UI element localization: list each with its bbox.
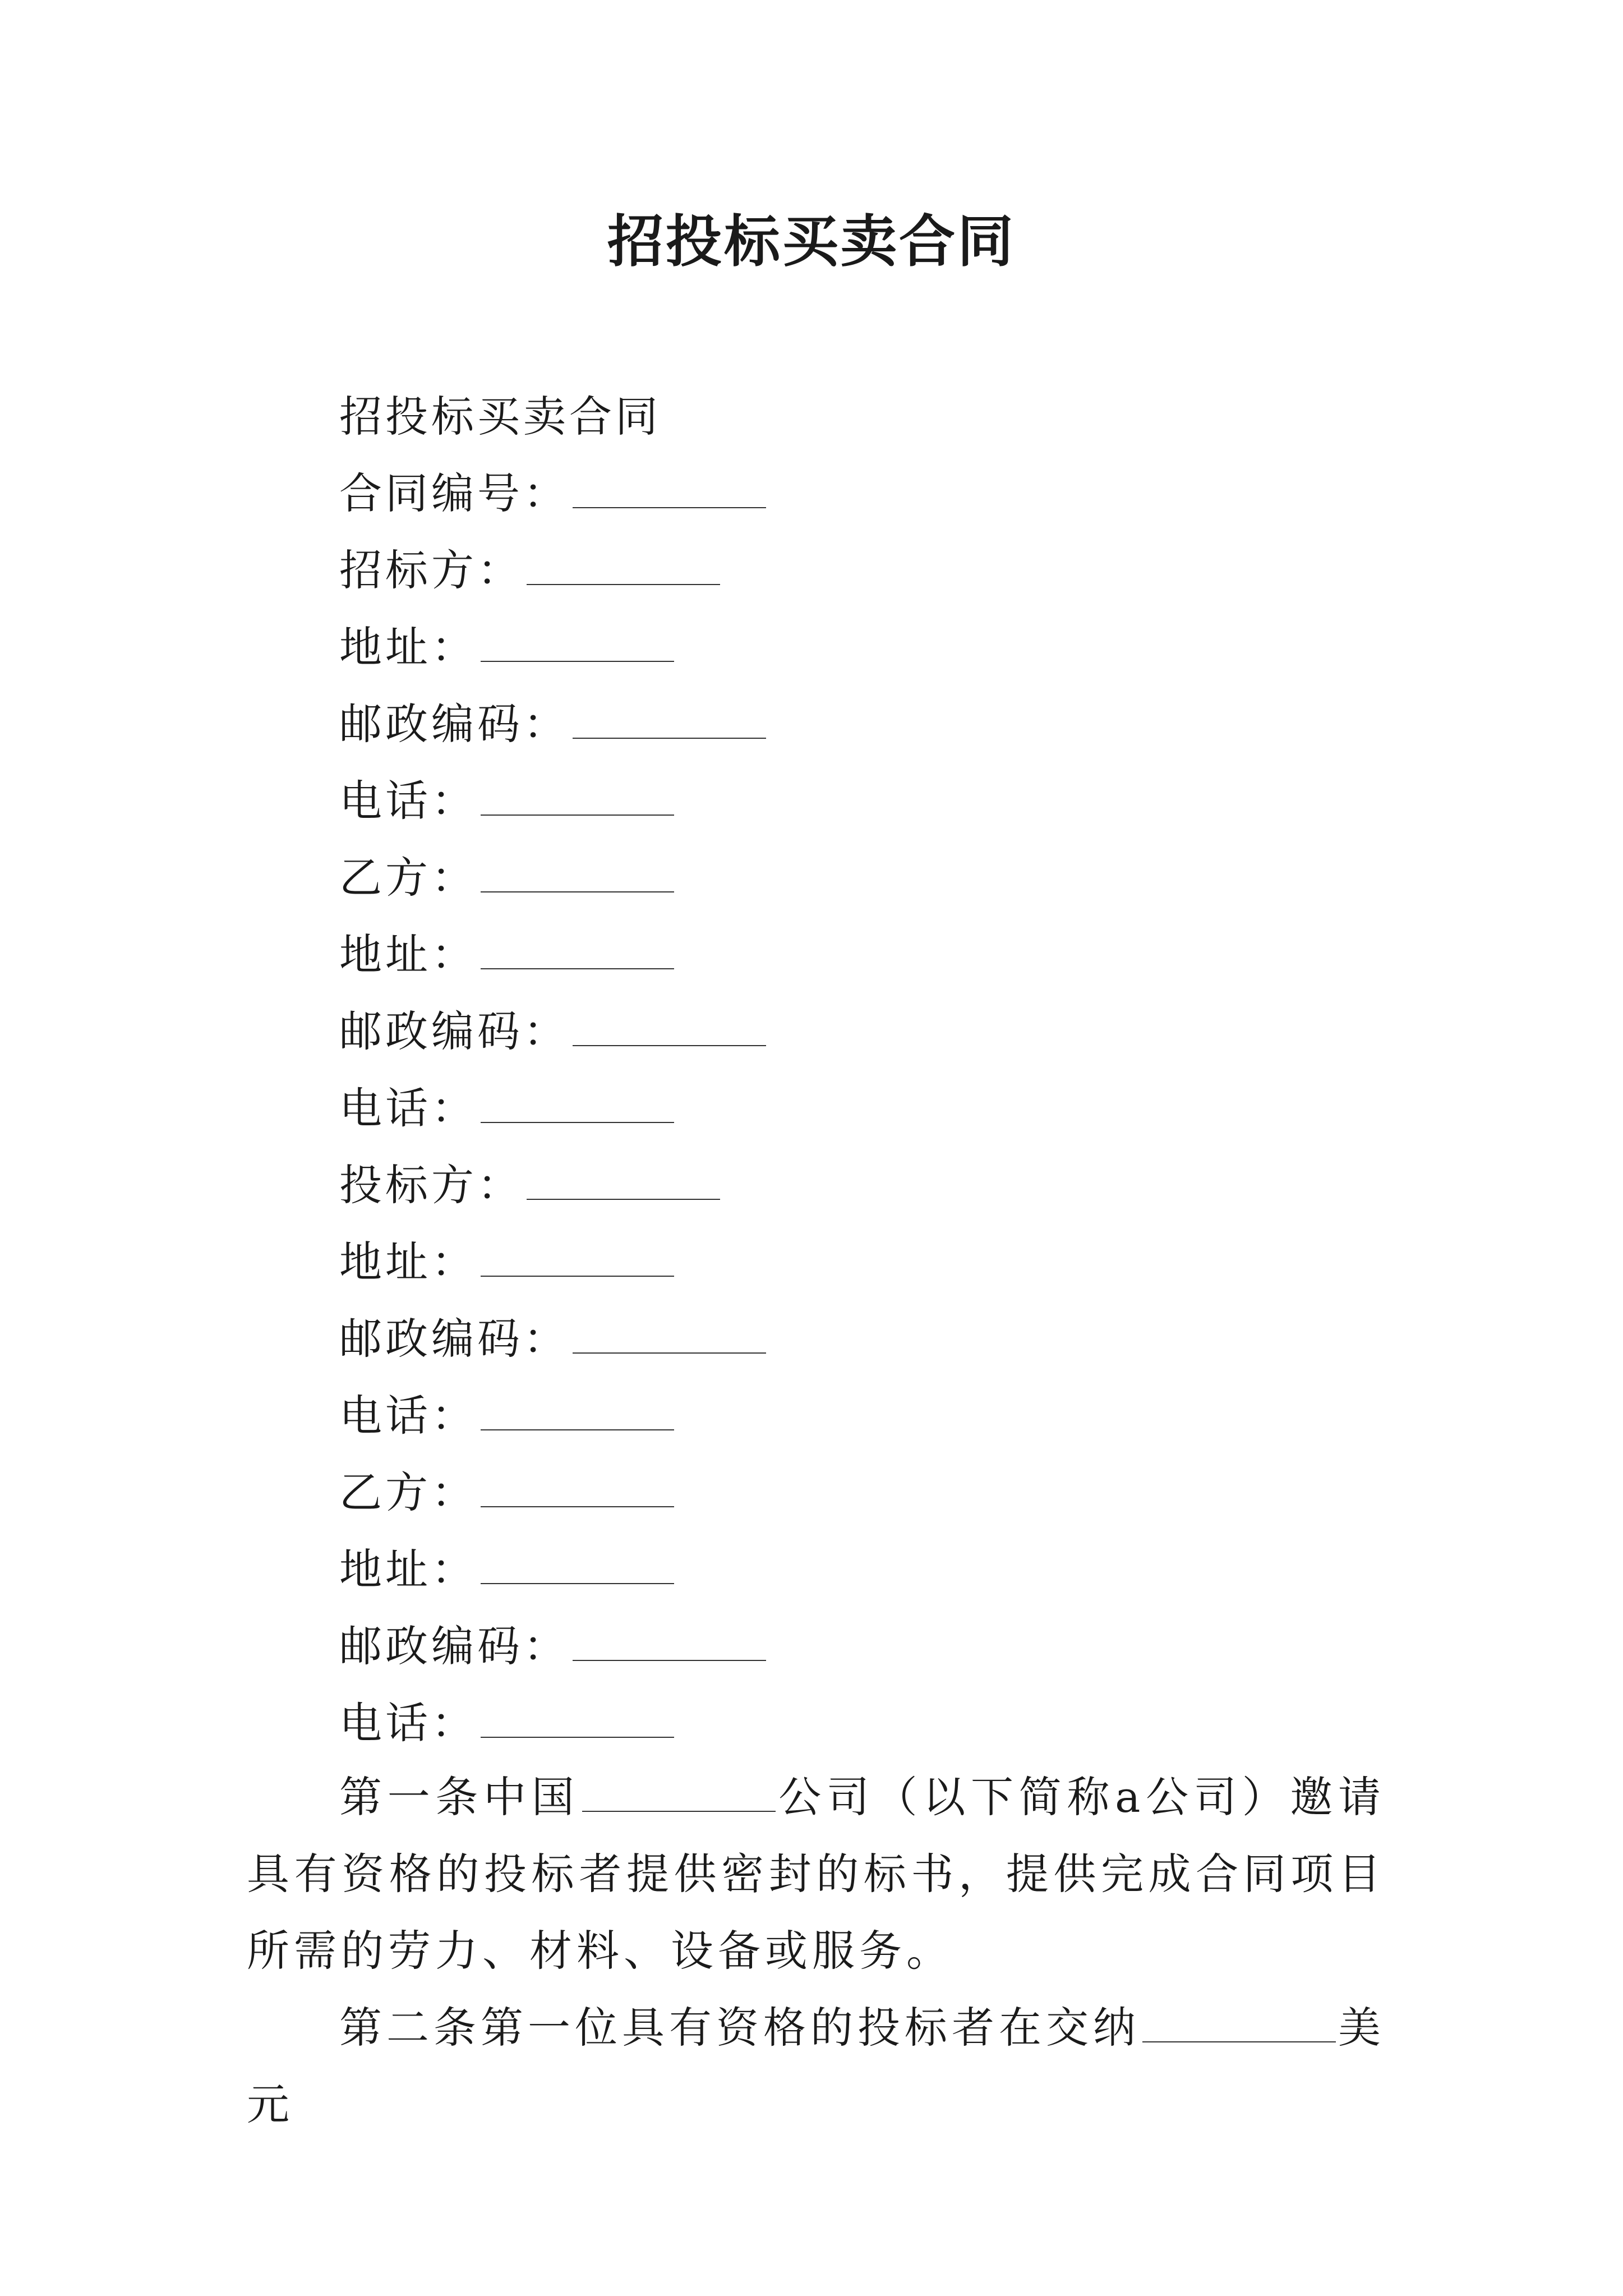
field-row — [339, 990, 766, 1066]
fill-blank — [573, 1010, 766, 1046]
field-label: 招标方： — [339, 545, 523, 595]
field-row — [339, 1066, 766, 1143]
article-1-text-after: 公司（以下简称a公司）邀请具有资格的投标者提供密封的标书，提供完成合同项目所需的劳力、材料、设备或服务。 — [247, 1772, 1386, 1976]
fill-blank — [481, 1395, 674, 1430]
field-row — [339, 1220, 766, 1297]
article-2 — [247, 1989, 1385, 2143]
fill-blank — [481, 1548, 674, 1584]
fill-blank — [481, 1241, 674, 1277]
field-label: 邮政编码： — [339, 699, 569, 749]
fill-blank — [527, 549, 720, 585]
contract-fields — [339, 375, 766, 1758]
field-row — [339, 1681, 766, 1758]
article-2-text-before: 第二条第一位具有资格的投标者在交纳 — [339, 2003, 1140, 2053]
field-label: 乙方： — [339, 1467, 477, 1517]
fill-blank — [481, 1702, 674, 1738]
field-row — [339, 913, 766, 990]
field-row — [339, 1143, 766, 1220]
field-label: 邮政编码： — [339, 1621, 569, 1671]
fill-blank — [527, 1164, 720, 1200]
article-1-text-before: 第一条中国 — [339, 1772, 580, 1822]
field-label: 电话： — [339, 1391, 477, 1441]
field-row — [339, 1527, 766, 1604]
document-title: 招投标买卖合同 — [607, 208, 1016, 274]
article-1 — [247, 1759, 1385, 1989]
fill-blank — [582, 1778, 776, 1812]
field-label: 乙方： — [339, 853, 477, 903]
fill-blank — [573, 703, 766, 739]
fill-blank — [481, 626, 674, 662]
field-label: 电话： — [339, 776, 477, 826]
field-row — [339, 605, 766, 682]
field-row — [339, 452, 766, 528]
fill-blank — [481, 933, 674, 969]
field-row — [339, 1297, 766, 1374]
fill-blank — [481, 1471, 674, 1507]
fill-blank — [481, 1087, 674, 1123]
field-label: 地址： — [339, 930, 477, 979]
fill-blank — [573, 1625, 766, 1661]
field-row — [339, 1374, 766, 1451]
fill-blank — [573, 1318, 766, 1354]
field-label: 招投标买卖合同 — [339, 392, 661, 441]
fill-blank — [481, 857, 674, 892]
field-label: 电话： — [339, 1083, 477, 1133]
field-label: 地址： — [339, 622, 477, 672]
field-row — [339, 836, 766, 913]
field-label: 投标方： — [339, 1160, 523, 1210]
field-row — [339, 1604, 766, 1681]
fill-blank — [481, 780, 674, 816]
field-label: 合同编号： — [339, 468, 569, 518]
field-label: 邮政编码： — [339, 1006, 569, 1056]
contract-body — [247, 1759, 1385, 2143]
fill-blank — [573, 472, 766, 508]
field-row — [339, 759, 766, 836]
field-label: 地址： — [339, 1237, 477, 1287]
field-row — [339, 528, 766, 605]
fill-blank — [1142, 2009, 1336, 2042]
field-row — [339, 1451, 766, 1527]
field-label: 地址： — [339, 1544, 477, 1594]
article-2-text-after: 美元 — [247, 2003, 1385, 2129]
field-row — [339, 682, 766, 759]
field-row — [339, 375, 766, 452]
field-label: 电话： — [339, 1698, 477, 1748]
field-label: 邮政编码： — [339, 1314, 569, 1364]
